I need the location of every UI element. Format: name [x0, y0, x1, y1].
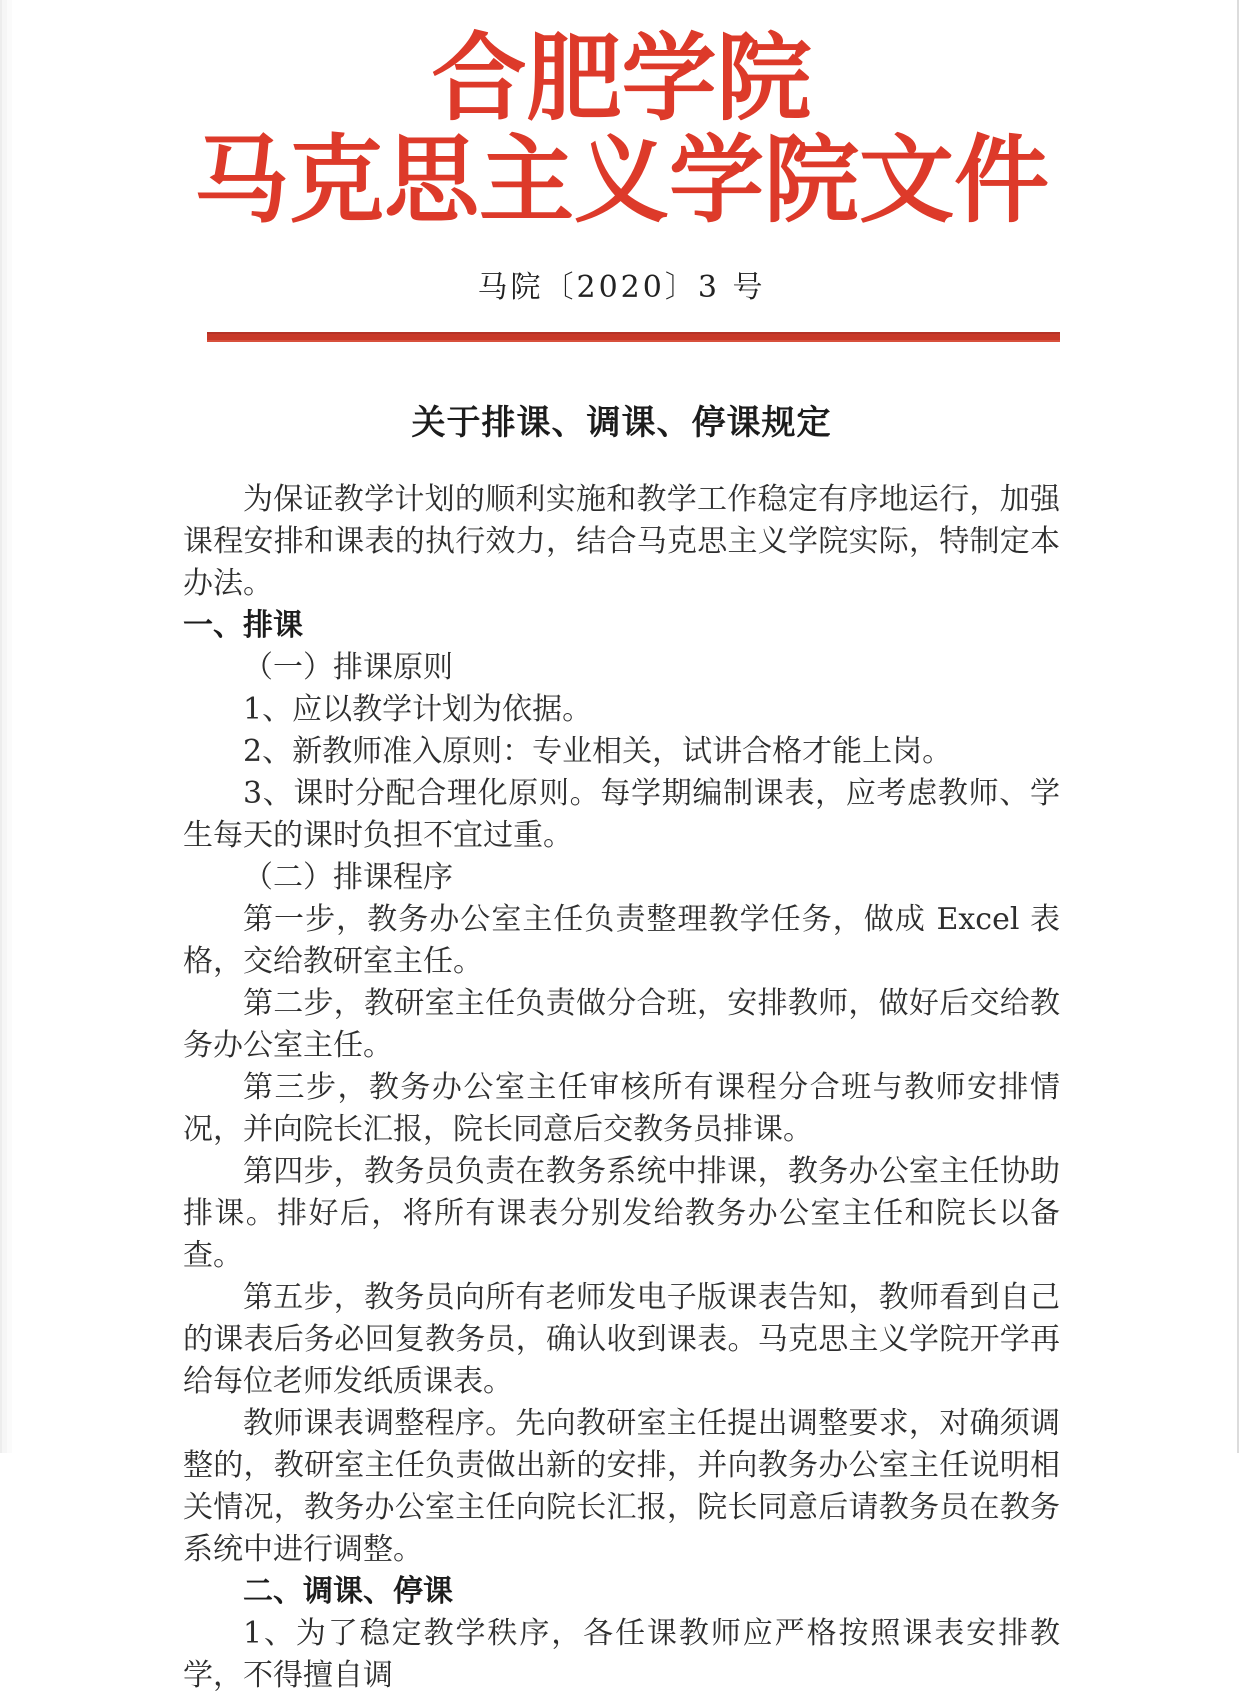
paragraph-timetable-adjustment: 教师课表调整程序。先向教研室主任提出调整要求，对确须调整的，教研室主任负责做出新的安排，并向教务办公室主任说明相关情况，教务办公室主任向院长汇报，院长同意后请教务员在教务系统中进行调整。: [183, 1406, 1060, 1567]
doc-body: [183, 479, 1060, 1697]
org-name-line-1: 合肥学院: [431, 23, 812, 134]
adjust-item-1-truncated: 1、为了稳定教学秩序，各任课教师应严格按照课表安排教学，不得擅自调: [183, 1616, 1060, 1693]
section-heading-adjust-suspend: 二、调课、停课: [243, 1574, 453, 1609]
procedure-step-1: 第一步，教务办公室主任负责整理教学任务，做成 Excel 表格，交给教研室主任。: [183, 902, 1060, 979]
procedure-step-3: 第三步，教务办公室主任审核所有课程分合班与教师安排情况，并向院长汇报，院长同意后交教务员排课。: [183, 1070, 1060, 1147]
procedure-step-2: 第二步，教研室主任负责做分合班，安排教师，做好后交给教务办公室主任。: [183, 986, 1060, 1063]
subsection-scheduling-principles: （一）排课原则: [243, 650, 453, 685]
letterhead: [183, 23, 1060, 236]
org-name-line-2: 马克思主义学院文件: [193, 125, 1049, 236]
subsection-scheduling-procedure: （二）排课程序: [243, 860, 453, 895]
principle-item-2: 2、新教师准入原则：专业相关，试讲合格才能上岗。: [243, 734, 953, 769]
principle-item-1: 1、应以教学计划为依据。: [243, 692, 593, 727]
procedure-step-4: 第四步，教务员负责在教务系统中排课，教务办公室主任协助排课。排好后，将所有课表分别发给教务办公室主任和院长以备查。: [183, 1154, 1060, 1273]
red-divider-rule: [207, 332, 1060, 342]
paragraph-intro: 为保证教学计划的顺利实施和教学工作稳定有序地运行，加强课程安排和课表的执行效力，结合马克思主义学院实际，特制定本办法。: [183, 482, 1060, 601]
doc-title: 关于排课、调课、停课规定: [411, 403, 832, 443]
doc-number: 马院〔2020〕3 号: [477, 270, 766, 305]
procedure-step-5: 第五步，教务员向所有老师发电子版课表告知，教师看到自己的课表后务必回复教务员，确认收到课表。马克思主义学院开学再给每位老师发纸质课表。: [183, 1280, 1060, 1399]
principle-item-3: 3、课时分配合理化原则。每学期编制课表，应考虑教师、学生每天的课时负担不宜过重。: [183, 776, 1060, 853]
section-heading-scheduling: 一、排课: [183, 608, 303, 643]
